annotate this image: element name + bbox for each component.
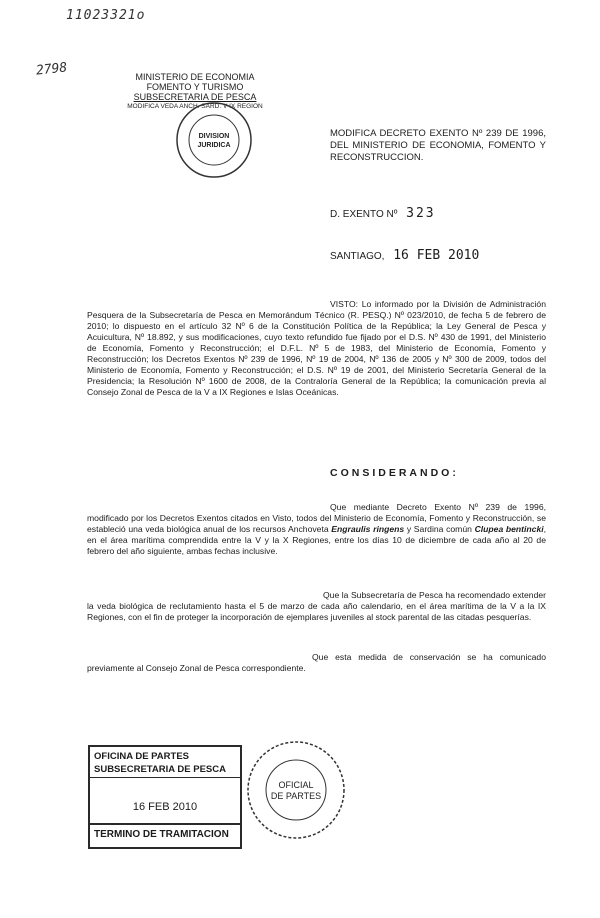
ministry-line-4: MODIFICA VEDA ANCH. SARD. V-IX REGION: [127, 103, 263, 110]
visto-label: VISTO:: [330, 299, 359, 309]
considerando-heading: CONSIDERANDO:: [330, 467, 459, 479]
date-value: 16 FEB 2010: [393, 248, 480, 263]
stamp-oficial-line-2: DE PARTES: [270, 791, 322, 801]
stamp-divider: [90, 777, 240, 778]
division-juridica-stamp: [174, 100, 254, 180]
oficina-date: 16 FEB 2010: [132, 801, 198, 813]
oficina-line-2: SUBSECRETARIA DE PESCA: [94, 764, 226, 775]
p2-text: Que la Subsecretaría de Pesca ha recomendado extender la veda biológica de reclutamiento hasta el 5 de marzo de cada año calendario, en el área marítima de la V a la IX Regiones, con el fin de proteger la incorporación de ejemplares juveniles al stock parental de las citadas pesquerías.: [87, 590, 546, 622]
stamp-oficial-line-1: OFICIAL: [278, 780, 314, 790]
p1-text-a: Que mediante Decreto Exento Nº 239 de 1996, modificado por los Decretos Exentos citados en Visto, todos del Ministerio de Economía, Fomento y Reconstrucción, se estableció una veda biológica anual de los recursos Anchoveta: [87, 502, 546, 534]
ministry-line-3: SUBSECRETARIA DE PESCA: [133, 92, 257, 102]
oficina-de-partes-stamp: [88, 745, 242, 849]
p3-text: Que esta medida de conservación se ha comunicado previamente al Consejo Zonal de Pesca correspondiente.: [87, 652, 546, 673]
species-sardina: Clupea bentincki: [474, 524, 544, 534]
stamp-division-line-1: DIVISION: [198, 133, 230, 140]
visto-text: Lo informado por la División de Administración Pesquera de la Subsecretaría de Pesca en Memorándum Técnico (R. PESQ.) Nº 023/2010, de fecha 5 de febrero de 2010; lo dispuesto en el artículo 32 Nº 6 de la Constitución Política de la República; la Ley General de Pesca y Acuicultura, Nº 18.892, y sus modificaciones, cuyo texto refundido fue fijado por el D.S. Nº 430 de 1991, del Ministerio de Economía, Fomento y Reconstrucción; el D.F.L. Nº 5 de 1983, del Ministerio de Economía, Fomento y Reconstrucción; los Decretos Exentos Nº 239 de 1996, Nº 19 de 2004, Nº 136 de 2005 y Nº 300 de 2009, todos del Ministerio de Economía, Fomento y Reconstrucción; el D.S. Nº 19 de 2001, del Ministerio Secretaría General de la Presidencia; la Resolución Nº 1600 de 2008, de la Contraloría General de la República; la comunicación previa al Consejo Zonal de Pesca de la V a IX Regiones e Islas Oceánicas.: [87, 299, 546, 397]
decree-label: D. EXENTO Nº: [330, 209, 398, 220]
considerando-paragraph-3: [87, 652, 546, 674]
ministry-line-1: MINISTERIO DE ECONOMIA: [135, 72, 255, 82]
oficina-line-3: TERMINO DE TRAMITACION: [94, 829, 229, 840]
considerando-paragraph-1: [87, 502, 546, 557]
considerando-paragraph-2: [87, 590, 546, 623]
decree-number-line: [330, 206, 436, 221]
handwritten-code: 11023321o: [66, 8, 146, 23]
p1-text-b: y Sardina común: [404, 524, 475, 534]
date-line: [330, 248, 479, 263]
p1-text-c: , en el área marítima comprendida entre la V y la X Regiones, entre los días 10 de diciembre de cada año al 20 de febrero del año siguiente, ambas fechas inclusive.: [87, 524, 547, 556]
subject: MODIFICA DECRETO EXENTO Nº 239 DE 1996, DEL MINISTERIO DE ECONOMIA, FOMENTO Y RECONSTRUCCION.: [330, 128, 546, 163]
handwritten-number: 2798: [35, 60, 69, 79]
species-anchoveta: Engraulis ringens: [331, 524, 405, 534]
oficina-line-1: OFICINA DE PARTES: [94, 751, 190, 762]
ministry-line-2: FOMENTO Y TURISMO: [146, 82, 244, 92]
decree-number: 323: [406, 206, 436, 221]
date-label: SANTIAGO,: [330, 251, 385, 262]
oficial-de-partes-seal: [244, 738, 348, 842]
stamp-division-line-2: JURIDICA: [197, 142, 231, 149]
visto-paragraph: [87, 299, 546, 398]
stamp-divider: [90, 823, 240, 825]
